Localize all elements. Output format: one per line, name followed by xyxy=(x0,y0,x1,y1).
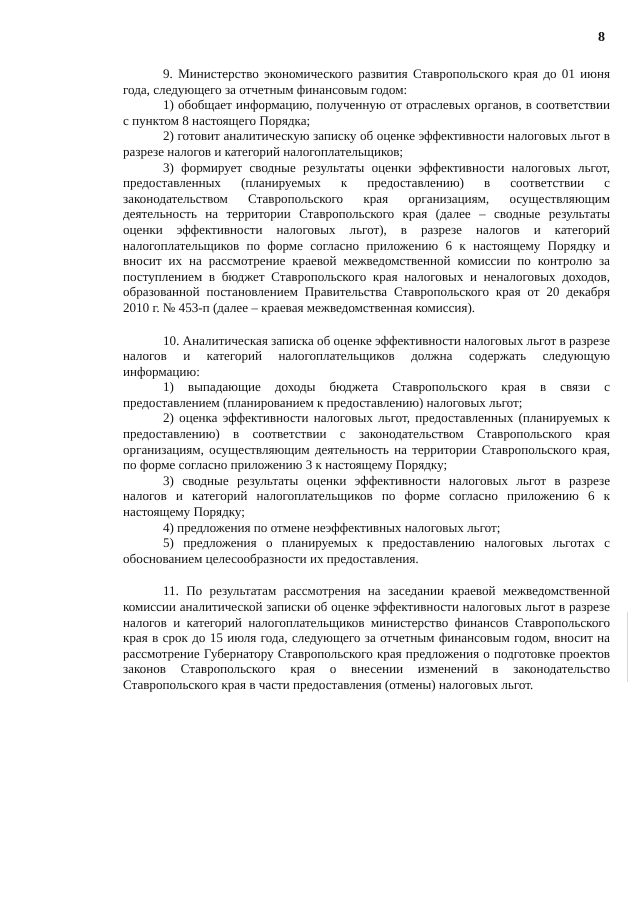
section-10-item-3: 3) сводные результаты оценки эффективности налоговых льгот в разрезе налогов и категорий налогоплательщиков по форме согласно приложению 6 к настоящему Порядку; xyxy=(123,472,610,520)
section-10-item-5: 5) предложения о планируемых к предоставлению налоговых льготах с обоснованием целесообразности их предоставления. xyxy=(123,535,610,566)
section-9-item-1: 1) обобщает информацию, полученную от отраслевых органов, в соответствии с пунктом 8 настоящего Порядка; xyxy=(123,97,610,128)
section-10-item-4: 4) предложения по отмене неэффективных налоговых льгот; xyxy=(163,519,501,535)
paragraph-gap xyxy=(123,316,610,333)
scan-edge-mark xyxy=(627,612,628,682)
paragraph-gap xyxy=(123,566,610,583)
section-9-item-2: 2) готовит аналитическую записку об оценке эффективности налоговых льгот в разрезе налогов и категорий налогоплательщиков; xyxy=(123,128,610,159)
section-9-intro: 9. Министерство экономического развития Ставропольского края до 01 июня года, следующего за отчетным финансовым годом: xyxy=(123,66,610,97)
page-number: 8 xyxy=(598,30,605,45)
section-10-item-2: 2) оценка эффективности налоговых льгот, предоставленных (планируемых к предоставлению) в соответствии с законодательством Ставропольского края организациям, осуществляющим деятельность на территории Ставропольского края, по форме согласно приложению 3 к настоящему Порядку; xyxy=(123,410,610,473)
section-9-item-3: 3) формирует сводные результаты оценки эффективности налоговых льгот, предоставленных (планируемых к предоставлению) в соответствии с законодательством Ставропольского края организациям, осуществляющим деятельность на территории Ставропольского края (далее – сводные результаты оценки эффективности налоговых льгот), в разрезе налогов и категорий налогоплательщиков по форме согласно приложению 6 к настоящему Порядку и вносит их на рассмотрение краевой межведомственной комиссии по контролю за поступлением в бюджет Ставропольского края налоговых и неналоговых доходов, образованной постановлением Правительства Ставропольского края от 20 декабря 2010 г. № 453-п (далее – краевая межведомственная комиссия). xyxy=(123,159,610,315)
section-10-intro: 10. Аналитическая записка об оценке эффективности налоговых льгот в разрезе налогов и категорий налогоплательщиков должна содержать следующую информацию: xyxy=(123,332,610,379)
section-10-item-1: 1) выпадающие доходы бюджета Ставропольского края в связи с предоставлением (планированием к предоставлению) налоговых льгот; xyxy=(123,379,610,410)
section-11-text: 11. По результатам рассмотрения на заседании краевой межведомственной комиссии аналитической записки об оценке эффективности налоговых льгот в разрезе налогов и категорий налогоплательщиков министерство финансов Ставропольского края в срок до 15 июля года, следующего за отчетным финансовым годом, вносит на рассмотрение Губернатору Ставропольского края предложения о подготовке проектов законов Ставропольского края о внесении изменений в законодательство Ставропольского края в части предоставления (отмены) налоговых льгот. xyxy=(123,583,610,692)
document-body xyxy=(123,66,610,693)
